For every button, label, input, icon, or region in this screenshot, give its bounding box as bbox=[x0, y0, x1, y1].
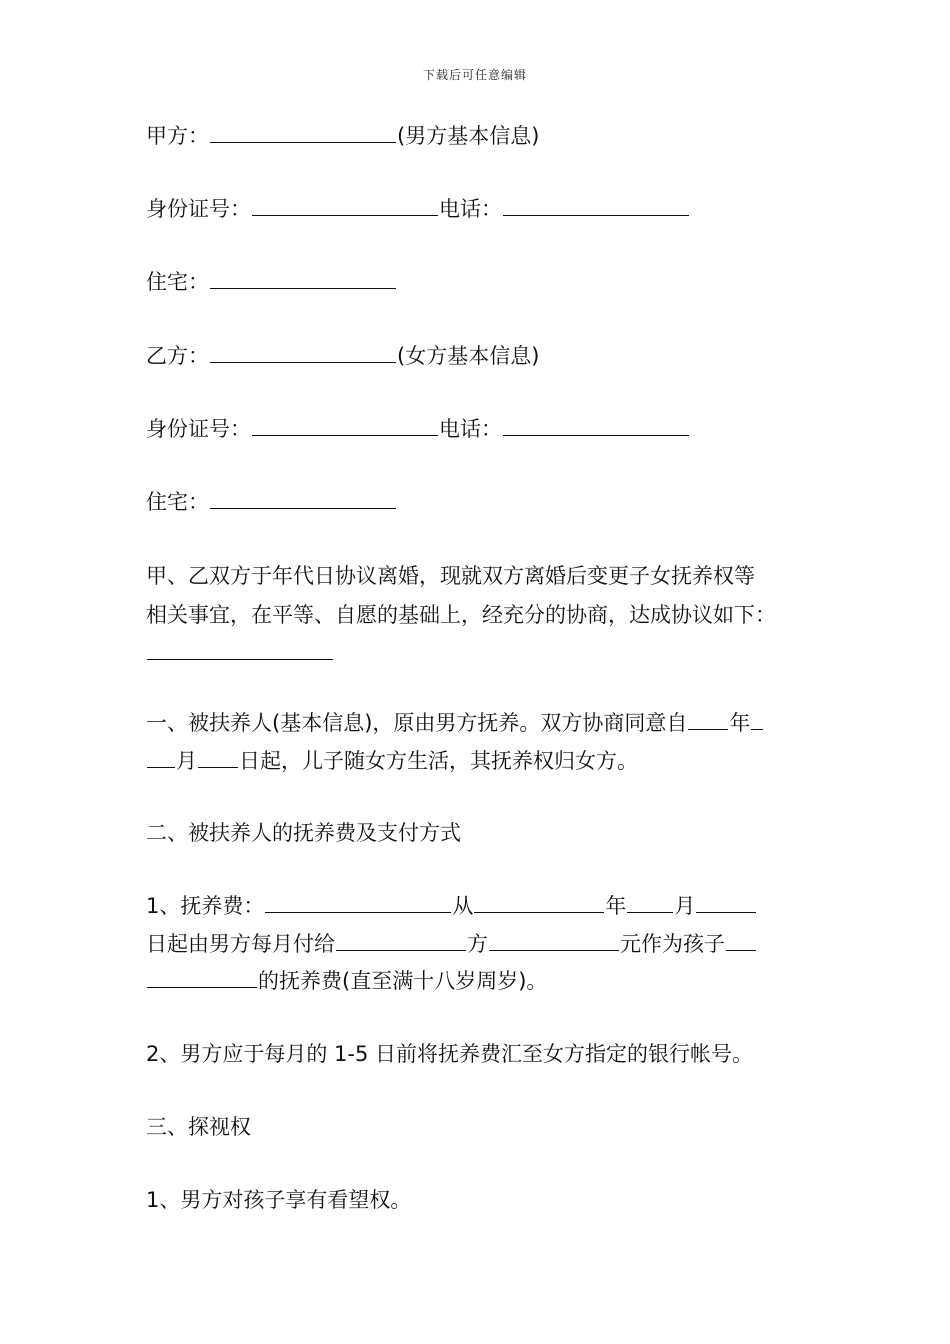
section2-item2: 2、男方应于每月的 1-5 日前将抚养费汇至女方指定的银行帐号。 bbox=[146, 1042, 754, 1066]
section1-month: 月 bbox=[176, 749, 197, 773]
section2-item1-line-2 bbox=[146, 926, 816, 962]
section3-title: 三、探视权 bbox=[146, 1115, 251, 1139]
section1-day-text: 日起，儿子随女方生活，其抚养权归女方。 bbox=[239, 749, 638, 773]
party-a-address-blank[interactable] bbox=[210, 264, 396, 289]
child-name-blank-a[interactable] bbox=[726, 926, 756, 951]
party-b-id-label: 身份证号： bbox=[146, 417, 251, 441]
fee-amount-blank[interactable] bbox=[265, 888, 451, 913]
party-b-id-line bbox=[146, 411, 816, 447]
party-b-label: 乙方： bbox=[146, 344, 209, 368]
section2-item1-line-1 bbox=[146, 888, 816, 924]
party-b-phone-blank[interactable] bbox=[503, 411, 689, 436]
section2-item1-d: 元作为孩子 bbox=[620, 932, 725, 956]
party-b-note: (女方基本信息) bbox=[397, 344, 540, 368]
party-b-address-label: 住宅： bbox=[146, 490, 209, 514]
section2-item1-label: 1、抚养费： bbox=[146, 894, 265, 918]
section2-item1-e: 的抚养费(直至满十八岁周岁)。 bbox=[258, 969, 548, 993]
party-a-line bbox=[146, 118, 816, 154]
section3-item1: 1、男方对孩子享有看望权。 bbox=[146, 1188, 412, 1212]
section2-item1-line-3 bbox=[146, 963, 816, 999]
section1-month-blank-b[interactable] bbox=[147, 743, 175, 768]
intro-blank[interactable] bbox=[147, 635, 333, 660]
section1-month-blank-a[interactable] bbox=[751, 705, 763, 730]
page-header: 下载后可任意编辑 bbox=[422, 68, 527, 82]
party-a-note: (男方基本信息) bbox=[397, 124, 540, 148]
fee-month-blank[interactable] bbox=[627, 888, 673, 913]
party-b-phone-label: 电话： bbox=[439, 417, 502, 441]
section1-line-2 bbox=[146, 743, 816, 779]
party-b-address-line bbox=[146, 484, 816, 520]
section1-year-blank[interactable] bbox=[688, 705, 728, 730]
section2-year: 年 bbox=[605, 894, 627, 918]
intro-line-2: 相关事宜，在平等、自愿的基础上，经充分的协商，达成协议如下： bbox=[146, 603, 776, 627]
party-a-id-blank[interactable] bbox=[252, 191, 438, 216]
section2-item1-c: 方 bbox=[467, 932, 488, 956]
party-b-address-blank[interactable] bbox=[210, 484, 396, 509]
section2-from: 从 bbox=[452, 894, 474, 918]
party-a-label: 甲方： bbox=[146, 124, 209, 148]
party-a-address-line bbox=[146, 264, 816, 300]
amount-blank[interactable] bbox=[489, 926, 619, 951]
fee-day-blank-a[interactable] bbox=[696, 888, 756, 913]
party-a-phone-blank[interactable] bbox=[503, 191, 689, 216]
section2-month: 月 bbox=[674, 894, 696, 918]
section2-item1-b: 日起由男方每月付给 bbox=[146, 932, 335, 956]
party-a-id-label: 身份证号： bbox=[146, 197, 251, 221]
party-a-id-line bbox=[146, 191, 816, 227]
party-b-blank[interactable] bbox=[210, 338, 396, 363]
child-name-blank-b[interactable] bbox=[147, 963, 257, 988]
party-b-line bbox=[146, 338, 816, 374]
party-a-address-label: 住宅： bbox=[146, 270, 209, 294]
party-a-blank[interactable] bbox=[210, 118, 396, 143]
section2-title: 二、被扶养人的抚养费及支付方式 bbox=[146, 821, 461, 845]
party-a-phone-label: 电话： bbox=[439, 197, 502, 221]
section1-line-1 bbox=[146, 705, 816, 741]
payee-blank[interactable] bbox=[336, 926, 466, 951]
section1-text: 一、被扶养人(基本信息)，原由男方抚养。双方协商同意自 bbox=[146, 711, 688, 735]
section1-year: 年 bbox=[729, 711, 751, 735]
section1-day-blank[interactable] bbox=[198, 743, 238, 768]
intro-blank-line bbox=[146, 635, 816, 671]
fee-year-blank[interactable] bbox=[474, 888, 604, 913]
party-b-id-blank[interactable] bbox=[252, 411, 438, 436]
intro-line-1: 甲、乙双方于年代日协议离婚，现就双方离婚后变更子女抚养权等 bbox=[146, 564, 755, 588]
